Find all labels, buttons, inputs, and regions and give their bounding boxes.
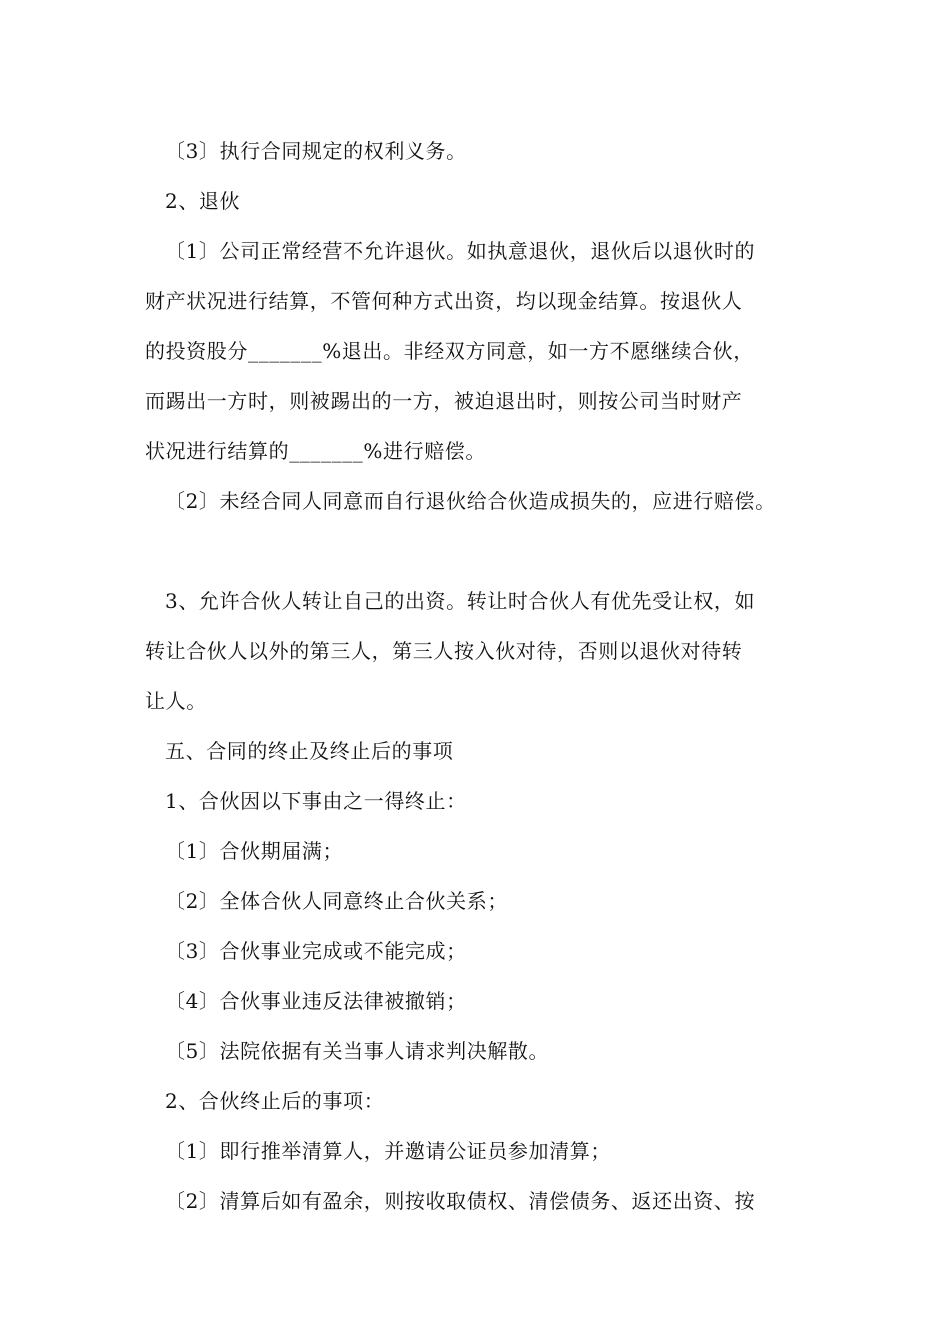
paragraph-line: 〔3〕执行合同规定的权利义务。 [165,139,467,163]
paragraph-line: 而踢出一方时，则被踢出的一方，被迫退出时，则按公司当时财产 [145,389,743,413]
list-item: 〔4〕合伙事业违反法律被撤销； [165,989,467,1013]
list-item: 〔2〕清算后如有盈余，则按收取债权、清偿债务、返还出资、按 [165,1189,756,1213]
paragraph-line: 〔1〕公司正常经营不允许退伙。如执意退伙，退伙后以退伙时的 [165,239,756,263]
paragraph-line: 财产状况进行结算，不管何种方式出资，均以现金结算。按退伙人 [145,289,743,313]
list-item: 〔3〕合伙事业完成或不能完成； [165,939,467,963]
list-item: 〔1〕即行推举清算人，并邀请公证员参加清算； [165,1139,611,1163]
paragraph-line: 〔2〕未经合同人同意而自行退伙给合伙造成损失的，应进行赔偿。 [165,489,776,513]
paragraph-line: 3、允许合伙人转让自己的出资。转让时合伙人有优先受让权，如 [165,589,756,613]
list-item: 〔1〕合伙期届满； [165,839,344,863]
paragraph-line: 状况进行结算的_______%进行赔偿。 [145,439,487,463]
paragraph-line: 的投资股分_______%退出。非经双方同意，如一方不愿继续合伙， [145,339,754,363]
paragraph-line: 2、合伙终止后的事项： [165,1089,385,1113]
paragraph-line: 转让合伙人以外的第三人，第三人按入伙对待，否则以退伙对待转 [145,639,743,663]
section-heading: 2、退伙 [165,189,241,213]
list-item: 〔5〕法院依据有关当事人请求判决解散。 [165,1039,550,1063]
paragraph-line: 1、合伙因以下事由之一得终止： [165,789,467,813]
paragraph-line: 让人。 [145,689,207,713]
section-heading: 五、合同的终止及终止后的事项 [165,739,454,763]
list-item: 〔2〕全体合伙人同意终止合伙关系； [165,889,508,913]
